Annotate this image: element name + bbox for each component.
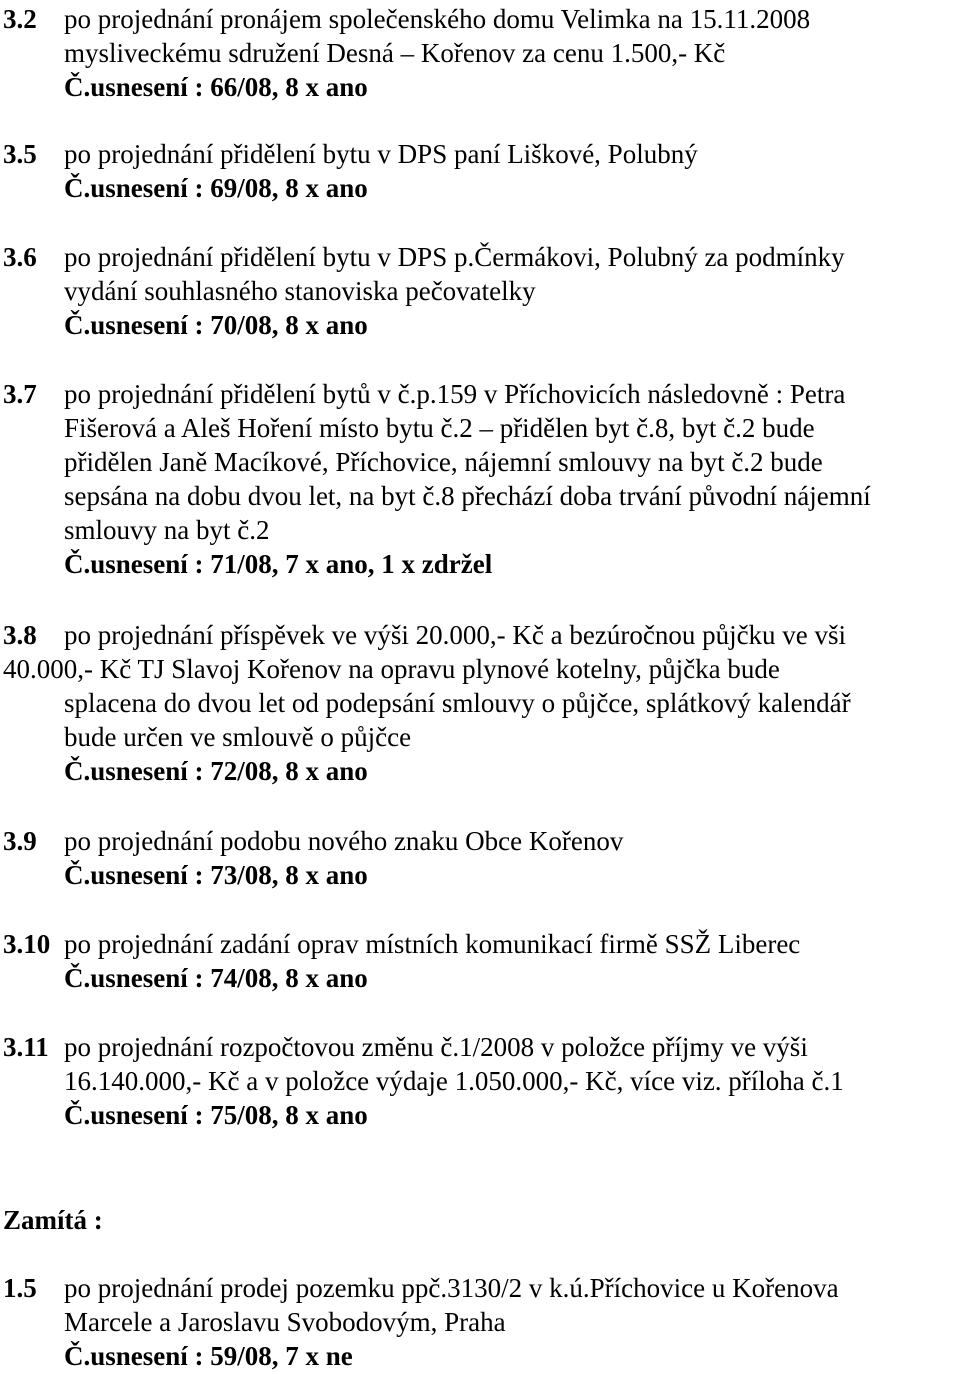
- agenda-item-3-11: [3, 1030, 953, 1132]
- item-number: 3.10: [3, 929, 51, 959]
- resolution-line: Č.usnesení : 71/08, 7 x ano, 1 x zdržel: [64, 549, 493, 579]
- item-text-line: 40.000,- Kč TJ Slavoj Kořenov na opravu plynové kotelny, půjčka bude: [3, 654, 780, 684]
- item-number: 3.9: [3, 826, 37, 856]
- item-text-line: po projednání přidělení bytu v DPS p.Čermákovi, Polubný za podmínky: [64, 242, 845, 272]
- item-text-line: splacena do dvou let od podepsání smlouvy o půjčce, splátkový kalendář: [64, 688, 851, 718]
- item-number: 3.7: [3, 379, 37, 409]
- item-number: 3.2: [3, 4, 37, 34]
- resolution-line: Č.usnesení : 66/08, 8 x ano: [64, 72, 368, 102]
- item-text-line: po projednání příspěvek ve výši 20.000,- Kč a bezúročnou půjčku ve vši: [64, 620, 847, 650]
- agenda-item-3-10: [3, 927, 953, 995]
- item-text-line: Fišerová a Aleš Hoření místo bytu č.2 – přidělen byt č.8, byt č.2 bude: [64, 413, 815, 443]
- resolution-line: Č.usnesení : 72/08, 8 x ano: [64, 756, 368, 786]
- item-text-line: smlouvy na byt č.2: [64, 515, 270, 545]
- agenda-item-3-5: [3, 137, 953, 205]
- item-text-line: Marcele a Jaroslavu Svobodovým, Praha: [64, 1307, 506, 1337]
- item-text-line: mysliveckému sdružení Desná – Kořenov za cenu 1.500,- Kč: [64, 38, 726, 68]
- item-text-line: přidělen Janě Macíkové, Příchovice, nájemní smlouvy na byt č.2 bude: [64, 447, 823, 477]
- item-text-line: po projednání zadání oprav místních komunikací firmě SSŽ Liberec: [64, 929, 801, 959]
- resolution-line: Č.usnesení : 73/08, 8 x ano: [64, 860, 368, 890]
- item-text-line: po projednání prodej pozemku ppč.3130/2 v k.ú.Příchovice u Kořenova: [64, 1273, 839, 1303]
- resolution-line: Č.usnesení : 69/08, 8 x ano: [64, 173, 368, 203]
- resolution-line: Č.usnesení : 59/08, 7 x ne: [64, 1341, 353, 1371]
- resolution-line: Č.usnesení : 75/08, 8 x ano: [64, 1100, 368, 1130]
- item-number: 1.5: [3, 1273, 37, 1303]
- agenda-item-3-7: [3, 377, 953, 581]
- item-text-line: po projednání pronájem společenského domu Velimka na 15.11.2008: [64, 4, 811, 34]
- agenda-item-3-9: [3, 824, 953, 892]
- rejected-item-1-5: [3, 1271, 953, 1373]
- item-number: 3.8: [3, 620, 37, 650]
- rejected-heading: Zamítá :: [3, 1205, 103, 1235]
- item-text-line: po projednání přidělení bytu v DPS paní Liškové, Polubný: [64, 139, 698, 169]
- agenda-item-3-8: [3, 618, 953, 788]
- agenda-item-3-6: [3, 240, 953, 342]
- item-number: 3.5: [3, 139, 37, 169]
- agenda-item-3-2: [3, 2, 953, 104]
- item-text-line: po projednání podobu nového znaku Obce Kořenov: [64, 826, 624, 856]
- item-text-line: po projednání přidělení bytů v č.p.159 v Příchovicích následovně : Petra: [64, 379, 846, 409]
- item-number: 3.11: [3, 1032, 49, 1062]
- item-text-line: sepsána na dobu dvou let, na byt č.8 přechází doba trvání původní nájemní: [64, 481, 871, 511]
- item-text-line: bude určen ve smlouvě o půjčce: [64, 722, 412, 752]
- item-text-line: vydání souhlasného stanoviska pečovatelky: [64, 276, 536, 306]
- item-number: 3.6: [3, 242, 37, 272]
- item-text-line: 16.140.000,- Kč a v položce výdaje 1.050.000,- Kč, více viz. příloha č.1: [64, 1066, 844, 1096]
- item-text-line: po projednání rozpočtovou změnu č.1/2008 v položce příjmy ve výši: [64, 1032, 808, 1062]
- resolution-line: Č.usnesení : 74/08, 8 x ano: [64, 963, 368, 993]
- resolution-line: Č.usnesení : 70/08, 8 x ano: [64, 310, 368, 340]
